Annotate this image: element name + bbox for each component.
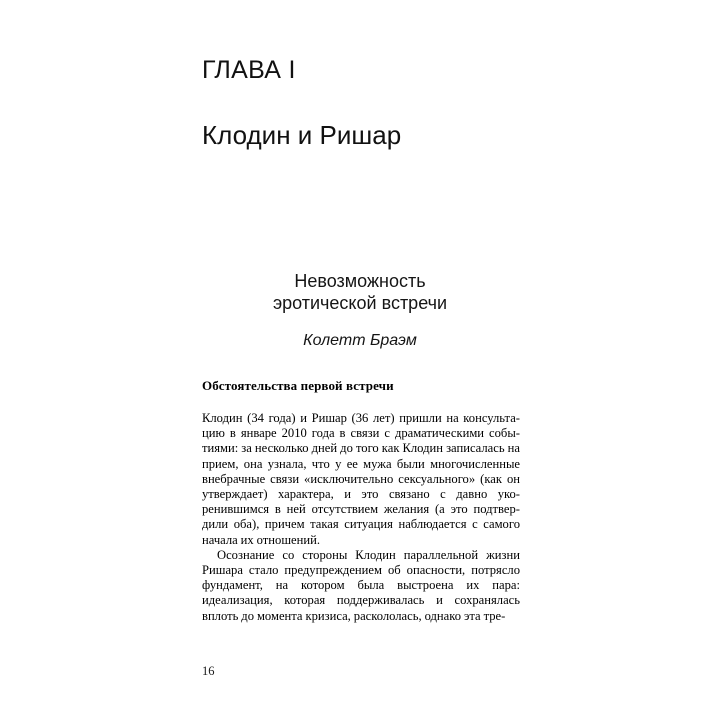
- body-paragraph-2: Осознание со стороны Клодин параллельной жизни Ришара стало предупреждением об опасности, потрясло фундамент, на котором была выстроена их пара: идеализация, которая поддерживалась и сохранялась вплоть до момента кризиса, раскололась, однако эта тре-: [202, 547, 520, 623]
- page-number: 16: [202, 664, 215, 678]
- article-title-block: [180, 270, 540, 351]
- article-title-line-1: Невозможность: [294, 271, 426, 291]
- body-paragraph-1: Клодин (34 года) и Ришар (36 лет) пришли на консультацию в январе 2010 года в связи с драматическими событиями: за несколько дней до того как Клодин записалась на прием, она узнала, что у ее мужа были многочисленные внебрачные связи «исключительно сексуального» (как он утверждает) характера, и это связано с давно укоренившимся в ней отсутствием желания (а это подтвердили оба), причем такая ситуация наблюдается с самого начала их отношений.: [202, 411, 520, 547]
- chapter-title: Клодин и Ришар: [202, 120, 402, 150]
- chapter-heading-block: [202, 55, 542, 151]
- chapter-label: ГЛАВА I: [202, 56, 296, 84]
- article-author: Колетт Браэм: [303, 332, 417, 349]
- body-text-column: [202, 378, 520, 624]
- section-subheading: Обстоятельства первой встречи: [202, 378, 394, 393]
- article-title-line-2: эротической встречи: [272, 293, 448, 313]
